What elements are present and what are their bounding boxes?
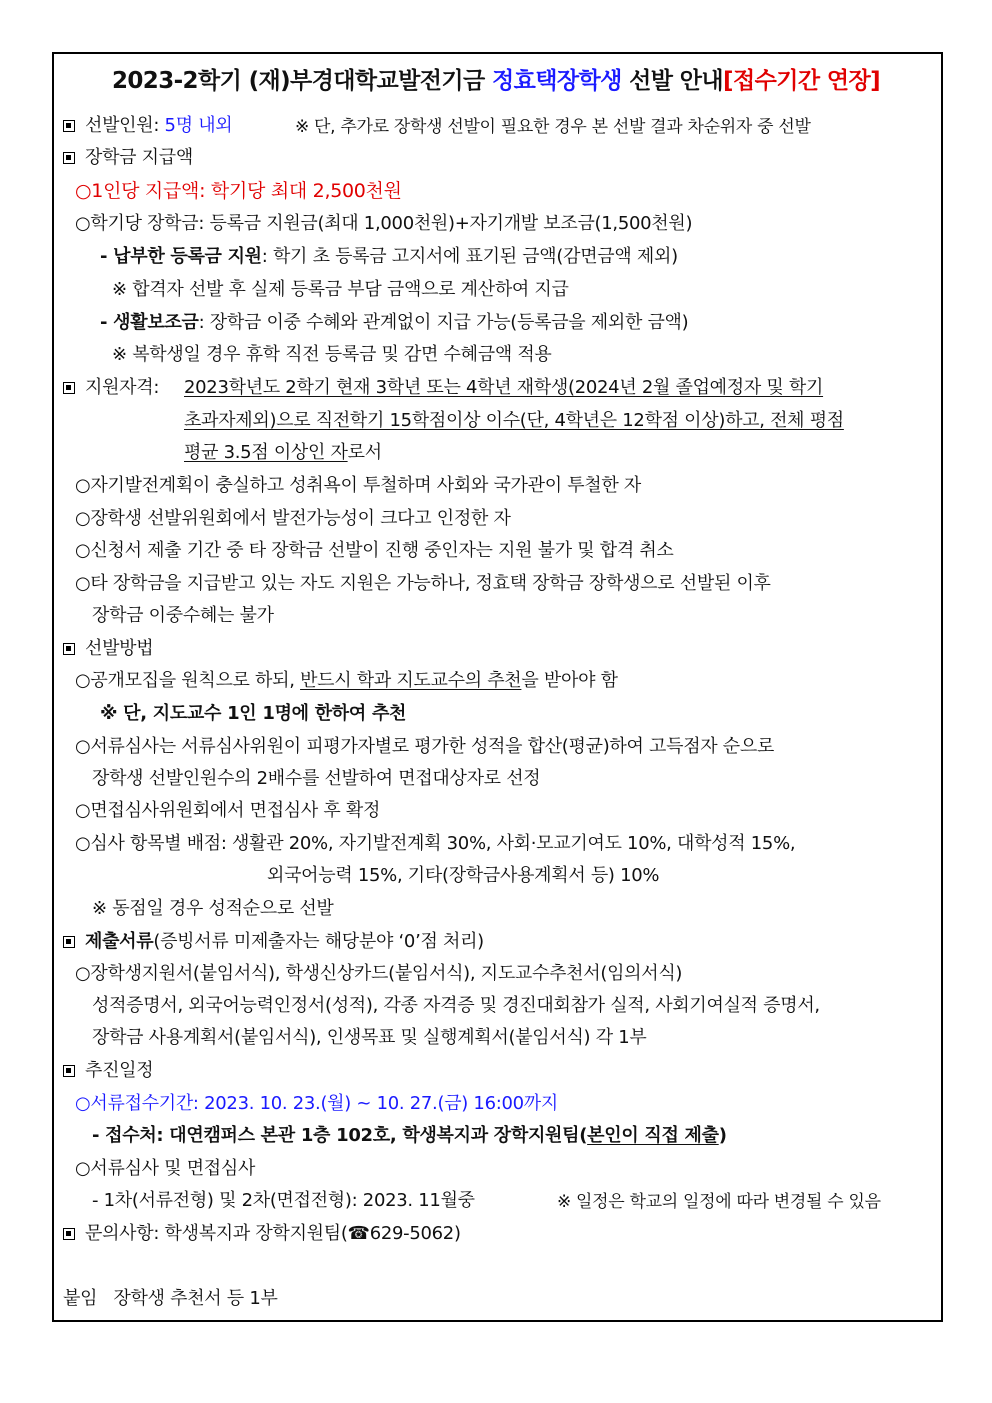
eligibility-label: 지원자격: (63, 374, 159, 402)
interview-line: ○면접심사위원회에서 면접심사 후 확정 (75, 800, 381, 821)
rounds-line: - 1차(서류전형) 및 2차(면접전형): 2023. 11월중 (92, 1190, 475, 1211)
eligibility-item: ○자기발전계획이 충실하고 성취욕이 투철하며 사회와 국가관이 투철한 자 (75, 475, 641, 496)
score-weights-line-2: 외국어능력 15%, 기타(장학금사용계획서 등) 10% (267, 865, 660, 886)
square-bullet-icon (63, 936, 75, 948)
document-review-line-1: ○서류심사는 서류심사위원이 피평가자별로 평가한 성적을 합산(평균)하여 고득점자 순으로 (75, 736, 775, 757)
schedule-header: 추진일정 (63, 1057, 153, 1085)
square-bullet-icon (63, 1228, 75, 1240)
method-header: 선발방법 (63, 635, 153, 663)
phone-icon: ☎ (347, 1223, 370, 1244)
score-weights-line-1: ○심사 항목별 배점: 생활관 20%, 자기발전계획 30%, 사회·모교기여도 10%, 대학성적 15%, (75, 833, 796, 854)
square-bullet-icon (63, 382, 75, 394)
method-open-recruit: ○공개모집을 원칙으로 하되, 반드시 학과 지도교수의 추천을 받아야 함 (75, 670, 618, 691)
square-bullet-icon (63, 152, 75, 164)
review-line: ○서류심사 및 면접심사 (75, 1158, 256, 1179)
square-bullet-icon (63, 120, 75, 132)
rounds-note: ※ 일정은 학교의 일정에 따라 변경될 수 있음 (557, 1192, 881, 1212)
recruit-line: 선발인원: 5명 내외 (63, 112, 232, 140)
living-support: - 생활보조금: 장학금 이중 수혜와 관계없이 지급 가능(등록금을 제외한 금액) (100, 312, 689, 333)
living-note: ※ 복학생일 경우 휴학 직전 등록금 및 감면 수혜금액 적용 (112, 344, 552, 365)
documents-line-3: 장학금 사용계획서(붙임서식), 인생목표 및 실행계획서(붙임서식) 각 1부 (92, 1027, 647, 1048)
professor-note: ※ 단, 지도교수 1인 1명에 한하여 추천 (100, 703, 407, 724)
per-term-amount: ○학기당 장학금: 등록금 지원금(최대 1,000천원)+자기개발 보조금(1,500천원) (75, 213, 693, 234)
documents-line-2: 성적증명서, 외국어능력인정서(성적), 각종 자격증 및 경진대회참가 실적, 사회기여실적 증명서, (92, 995, 820, 1016)
eligibility-item: ○타 장학금을 지급받고 있는 자도 지원은 가능하나, 정효택 장학금 장학생으로 선발된 이후 (75, 573, 771, 594)
eligibility-line-1: 2023학년도 2학기 현재 3학년 또는 4학년 재학생(2024년 2월 졸업예정자 및 학기 (184, 377, 824, 398)
square-bullet-icon (63, 1065, 75, 1077)
recruit-note: ※ 단, 추가로 장학생 선발이 필요한 경우 본 선발 결과 차순위자 중 선발 (295, 117, 811, 137)
submission-place: - 접수처: 대연캠퍼스 본관 1층 102호, 학생복지과 장학지원팀(본인이 직접 제출) (92, 1125, 727, 1146)
tie-note: ※ 동점일 경우 성적순으로 선발 (92, 898, 334, 919)
attachment-note: 붙임 장학생 추천서 등 1부 (63, 1288, 278, 1309)
per-person-amount: ○1인당 지급액: 학기당 최대 2,500천원 (75, 180, 402, 202)
eligibility-item: ○장학생 선발위원회에서 발전가능성이 크다고 인정한 자 (75, 508, 511, 529)
eligibility-item: ○신청서 제출 기간 중 타 장학금 선발이 진행 중인자는 지원 불가 및 합격 취소 (75, 540, 674, 561)
eligibility-line-2: 초과자제외)으로 직전학기 15학점이상 이수(단, 4학년은 12학점 이상)하고, 전체 평점 (184, 410, 844, 431)
eligibility-item: 장학금 이중수혜는 불가 (92, 605, 274, 626)
square-bullet-icon (63, 643, 75, 655)
documents-header: 제출서류(증빙서류 미제출자는 해당분야 ‘0’점 처리) (63, 928, 484, 956)
amount-header: 장학금 지급액 (63, 144, 193, 172)
eligibility-line-3: 평균 3.5점 이상인 자로서 (184, 442, 382, 463)
documents-line-1: ○장학생지원서(붙임서식), 학생신상카드(붙임서식), 지도교수추천서(임의서식) (75, 963, 683, 984)
page-title: 2023-2학기 (재)부경대학교발전기금 정효택장학생 선발 안내[접수기간 연장] (112, 68, 880, 94)
document-review-line-2: 장학생 선발인원수의 2배수를 선발하여 면접대상자로 선정 (92, 768, 541, 789)
application-period: ○서류접수기간: 2023. 10. 23.(월) ~ 10. 27.(금) 16:00까지 (75, 1093, 558, 1114)
tuition-note: ※ 합격자 선발 후 실제 등록금 부담 금액으로 계산하여 지급 (112, 279, 569, 300)
contact-line: 문의사항: 학생복지과 장학지원팀(☎629-5062) (63, 1220, 461, 1248)
tuition-support: - 납부한 등록금 지원: 학기 초 등록금 고지서에 표기된 금액(감면금액 제외) (100, 246, 678, 267)
